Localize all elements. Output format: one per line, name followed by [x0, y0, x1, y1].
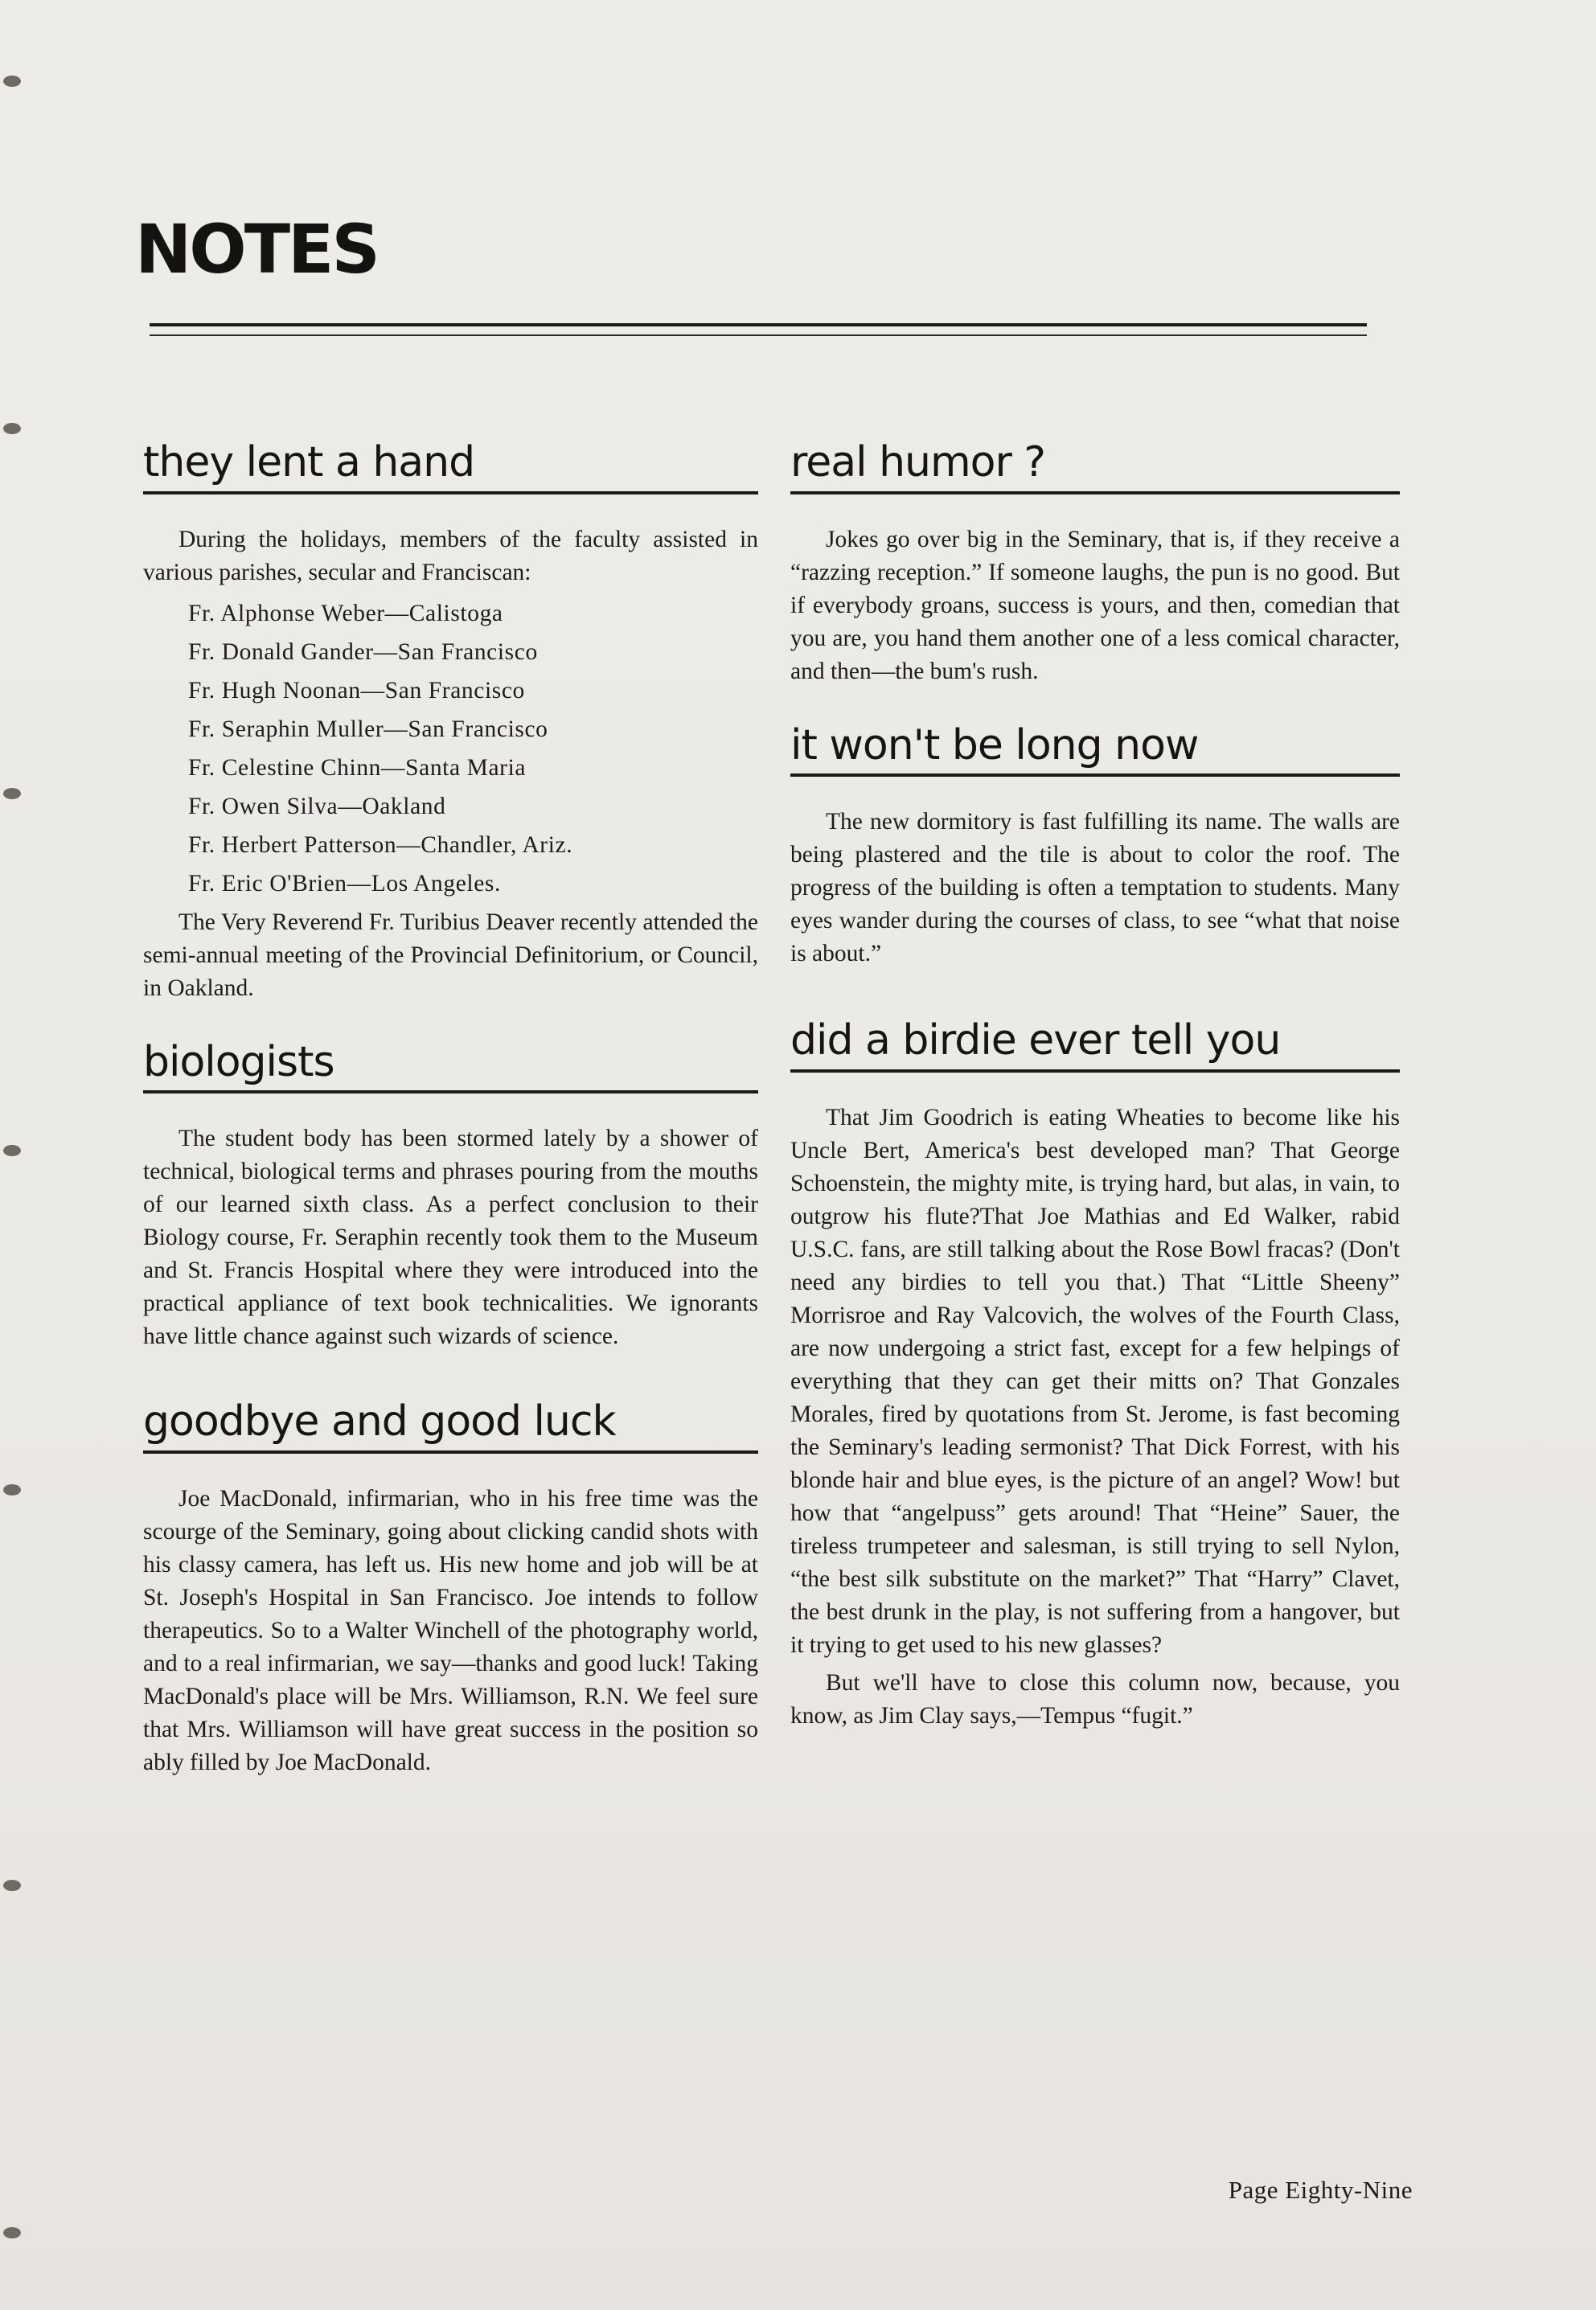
list-item: Fr. Celestine Chinn—Santa Maria: [188, 754, 527, 781]
left-column: [143, 438, 758, 1779]
section-heading: real humor ?: [790, 441, 1400, 494]
section-it-wont-be-long-now: [790, 720, 1400, 971]
section-heading: it won't be long now: [790, 724, 1400, 778]
binding-hole: [3, 788, 21, 799]
list-item: Fr. Eric O'Brien—Los Angeles.: [188, 870, 501, 897]
section-intro: During the holidays, members of the faculty assisted in various parishes, secular and Franciscan:: [143, 526, 758, 585]
masthead-rule-thin: [150, 334, 1367, 336]
list-item: Fr. Owen Silva—Oakland: [188, 793, 446, 819]
section-body: The student body has been stormed lately by a shower of technical, biological terms and phrases pouring from the mouths of our learned sixth class. As a perfect conclusion to their Biology course, Fr. Seraphin recently took them to the Museum and St. Francis Hospital where they were introduced into the practical appliance of text book technicalities. We ignorants have little chance against such wizards of science.: [143, 1126, 758, 1350]
list-item: Fr. Herbert Patterson—Chandler, Ariz.: [188, 831, 573, 858]
list-item: Fr. Alphonse Weber—Calistoga: [188, 600, 503, 626]
section-body: That Jim Goodrich is eating Wheaties to become like his Uncle Bert, America's best developed man? That George Schoenstein, the mighty mite, is trying hard, but alas, in vain, to outgrow his flute?That Joe Mathias and Ed Walker, rabid U.S.C. fans, are still talking about the Rose Bowl fracas? (Don't need any birdies to tell you that.) That “Little Sheeny” Morrisroe and Ray Valcovich, the wolves of the Fourth Class, are now undergoing a strict fast, except for a few helpings of everything that they can get their mitts on? That Gonzales Morales, fired by quotations from St. Jerome, is fast becoming the Seminary's leading sermonist? That Dick Forrest, with his blonde hair and blue eyes, is the picture of an angel? Wow! but how that “angelpuss” gets around! That “Heine” Sauer, the tireless trumpeteer and salesman, is still trying to sell Nylon, “the best silk substitute on the market?” That “Harry” Clavet, the best drunk in the play, is not suffering from a hangover, but it trying to get used to his new glasses?: [790, 1104, 1400, 1658]
masthead-title: NOTES: [135, 210, 378, 289]
section-body: Jokes go over big in the Seminary, that is, if they receive a “razzing reception.” If someone laughs, the pun is no good. But if everybody groans, success is yours, and then, comedian that you are, you hand them another one of a less comical character, and then—the bum's rush.: [790, 526, 1400, 684]
list-item: Fr. Hugh Noonan—San Francisco: [188, 677, 525, 704]
section-body: The new dormitory is fast fulfilling its name. The walls are being plastered and the tile is about to color the roof. The progress of the building is often a temptation to students. Many eyes wander during the courses of class, to see “what that noise is about.”: [790, 809, 1400, 967]
binding-hole: [3, 1484, 21, 1496]
section-heading: they lent a hand: [143, 441, 758, 494]
binding-hole: [3, 423, 21, 434]
binding-hole: [3, 1145, 21, 1156]
section-heading: biologists: [143, 1040, 758, 1094]
section-closing: But we'll have to close this column now, because, you know, as Jim Clay says,—Tempus “fugit.”: [790, 1669, 1400, 1729]
section-goodbye-and-good-luck: [143, 1397, 758, 1779]
binding-hole: [3, 76, 21, 87]
section-they-lent-a-hand: [143, 438, 758, 1005]
section-body: Joe MacDonald, infirmarian, who in his free time was the scourge of the Seminary, going about clicking candid shots with his classy camera, has left us. His new home and job will be at St. Joseph's Hospital in San Francisco. Joe intends to follow therapeutics. So to a Walter Winchell of the photography world, and to a real infirmarian, we say—thanks and good luck! Taking MacDonald's place will be Mrs. Williamson, R.N. We feel sure that Mrs. Williamson will have great success in the position so ably filled by Joe MacDonald.: [143, 1485, 758, 1775]
section-biologists: [143, 1037, 758, 1354]
section-did-a-birdie-ever-tell-you: [790, 1016, 1400, 1733]
section-real-humor: [790, 438, 1400, 688]
right-column: [790, 438, 1400, 1733]
masthead-rule: [150, 323, 1367, 326]
assignment-list: [143, 594, 758, 903]
section-closing: The Very Reverend Fr. Turibius Deaver recently attended the semi-annual meeting of the Provincial Definitorium, or Council, in Oakland.: [143, 909, 758, 1001]
section-heading: did a birdie ever tell you: [790, 1019, 1400, 1073]
list-item: Fr. Donald Gander—San Francisco: [188, 638, 538, 665]
binding-hole: [3, 1880, 21, 1891]
binding-hole: [3, 2227, 21, 2238]
list-item: Fr. Seraphin Muller—San Francisco: [188, 716, 548, 742]
page-number: Page Eighty-Nine: [1228, 2176, 1413, 2204]
section-heading: goodbye and good luck: [143, 1400, 758, 1454]
